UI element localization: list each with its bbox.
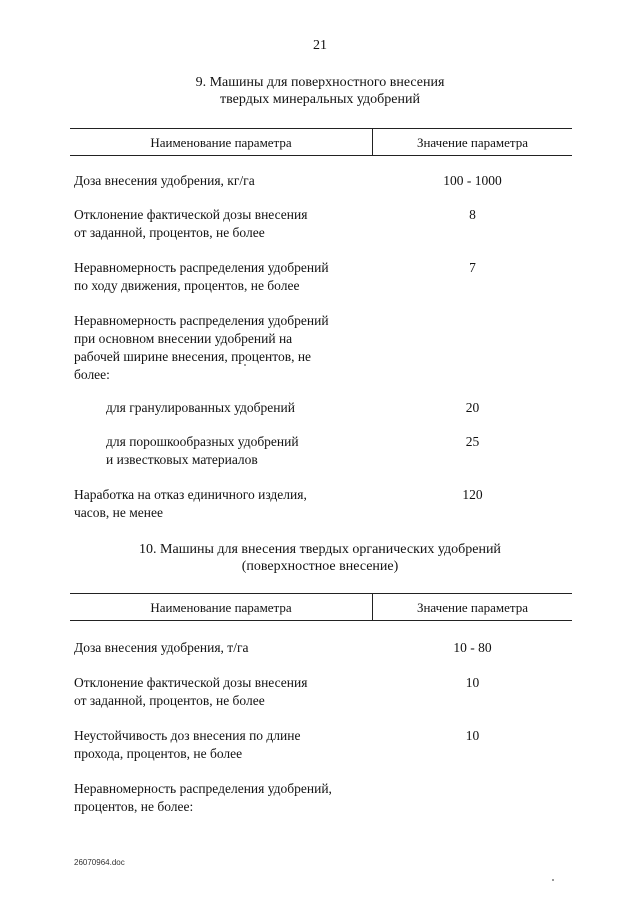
parameter-value: 25: [465, 434, 480, 449]
name-line: процентов, не более:: [74, 799, 194, 814]
parameter-name: [106, 399, 374, 417]
section-title-line: 9. Машины для поверхностного внесения: [195, 75, 445, 90]
name-line: Неустойчивость доз внесения по длине: [74, 728, 301, 743]
name-line: Отклонение фактической дозы внесения: [74, 207, 308, 222]
name-line: Отклонение фактической дозы внесения: [74, 675, 308, 690]
parameter-name: [74, 674, 374, 710]
header-parameter-value: Значение параметра: [416, 600, 529, 615]
section-10-table-header: [70, 593, 572, 621]
name-line: часов, не менее: [74, 505, 163, 520]
page-number: 21: [313, 38, 327, 53]
parameter-name: [74, 259, 374, 295]
scan-speck: [552, 879, 554, 881]
section-title-line: 10. Машины для внесения твердых органических удобрений: [139, 542, 501, 557]
parameter-value: 100 - 1000: [443, 173, 502, 188]
parameter-name: [74, 639, 374, 657]
section-9-table-header: [70, 128, 572, 156]
name-line: и известковых материалов: [106, 452, 258, 467]
name-line: Доза внесения удобрения, т/га: [74, 640, 249, 655]
parameter-value: 8: [469, 207, 476, 222]
parameter-name: [74, 172, 374, 190]
name-line: Неравномерность распределения удобрений: [74, 313, 329, 328]
name-line: прохода, процентов, не более: [74, 746, 243, 761]
parameter-name: [74, 780, 374, 816]
section-title-line: (поверхностное внесение): [241, 559, 399, 574]
name-line: Неравномерность распределения удобрений,: [74, 781, 332, 796]
parameter-value: 7: [469, 260, 476, 275]
parameter-name: [74, 312, 374, 384]
header-parameter-name: Наименование параметра: [150, 600, 292, 615]
name-line: от заданной, процентов, не более: [74, 225, 265, 240]
section-10-title: [0, 541, 640, 575]
parameter-name: [106, 433, 374, 469]
parameter-name: [74, 727, 374, 763]
header-parameter-value: Значение параметра: [416, 135, 529, 150]
name-line: от заданной, процентов, не более: [74, 693, 265, 708]
name-line: Доза внесения удобрения, кг/га: [74, 173, 255, 188]
parameter-value: 120: [462, 487, 483, 502]
name-line: более:: [74, 367, 110, 382]
parameter-name: [74, 486, 374, 522]
document-filename: 26070964.doc: [74, 858, 125, 867]
name-line: рабочей ширине внесения, процентов, не: [74, 349, 312, 364]
name-line: при основном внесении удобрений на: [74, 331, 293, 346]
name-line: Неравномерность распределения удобрений: [74, 260, 329, 275]
parameter-value: 10: [465, 728, 480, 743]
parameter-value: 10: [465, 675, 480, 690]
section-title-line: твердых минеральных удобрений: [220, 92, 420, 107]
parameter-value: 20: [465, 400, 480, 415]
name-line: по ходу движения, процентов, не более: [74, 278, 300, 293]
name-line: Наработка на отказ единичного изделия,: [74, 487, 307, 502]
parameter-name: [74, 206, 374, 242]
scan-speck: [244, 364, 246, 366]
header-parameter-name: Наименование параметра: [150, 135, 292, 150]
name-line: для порошкообразных удобрений: [106, 434, 299, 449]
name-line: для гранулированных удобрений: [106, 400, 295, 415]
section-9-title: [0, 74, 640, 108]
parameter-value: 10 - 80: [453, 640, 492, 655]
